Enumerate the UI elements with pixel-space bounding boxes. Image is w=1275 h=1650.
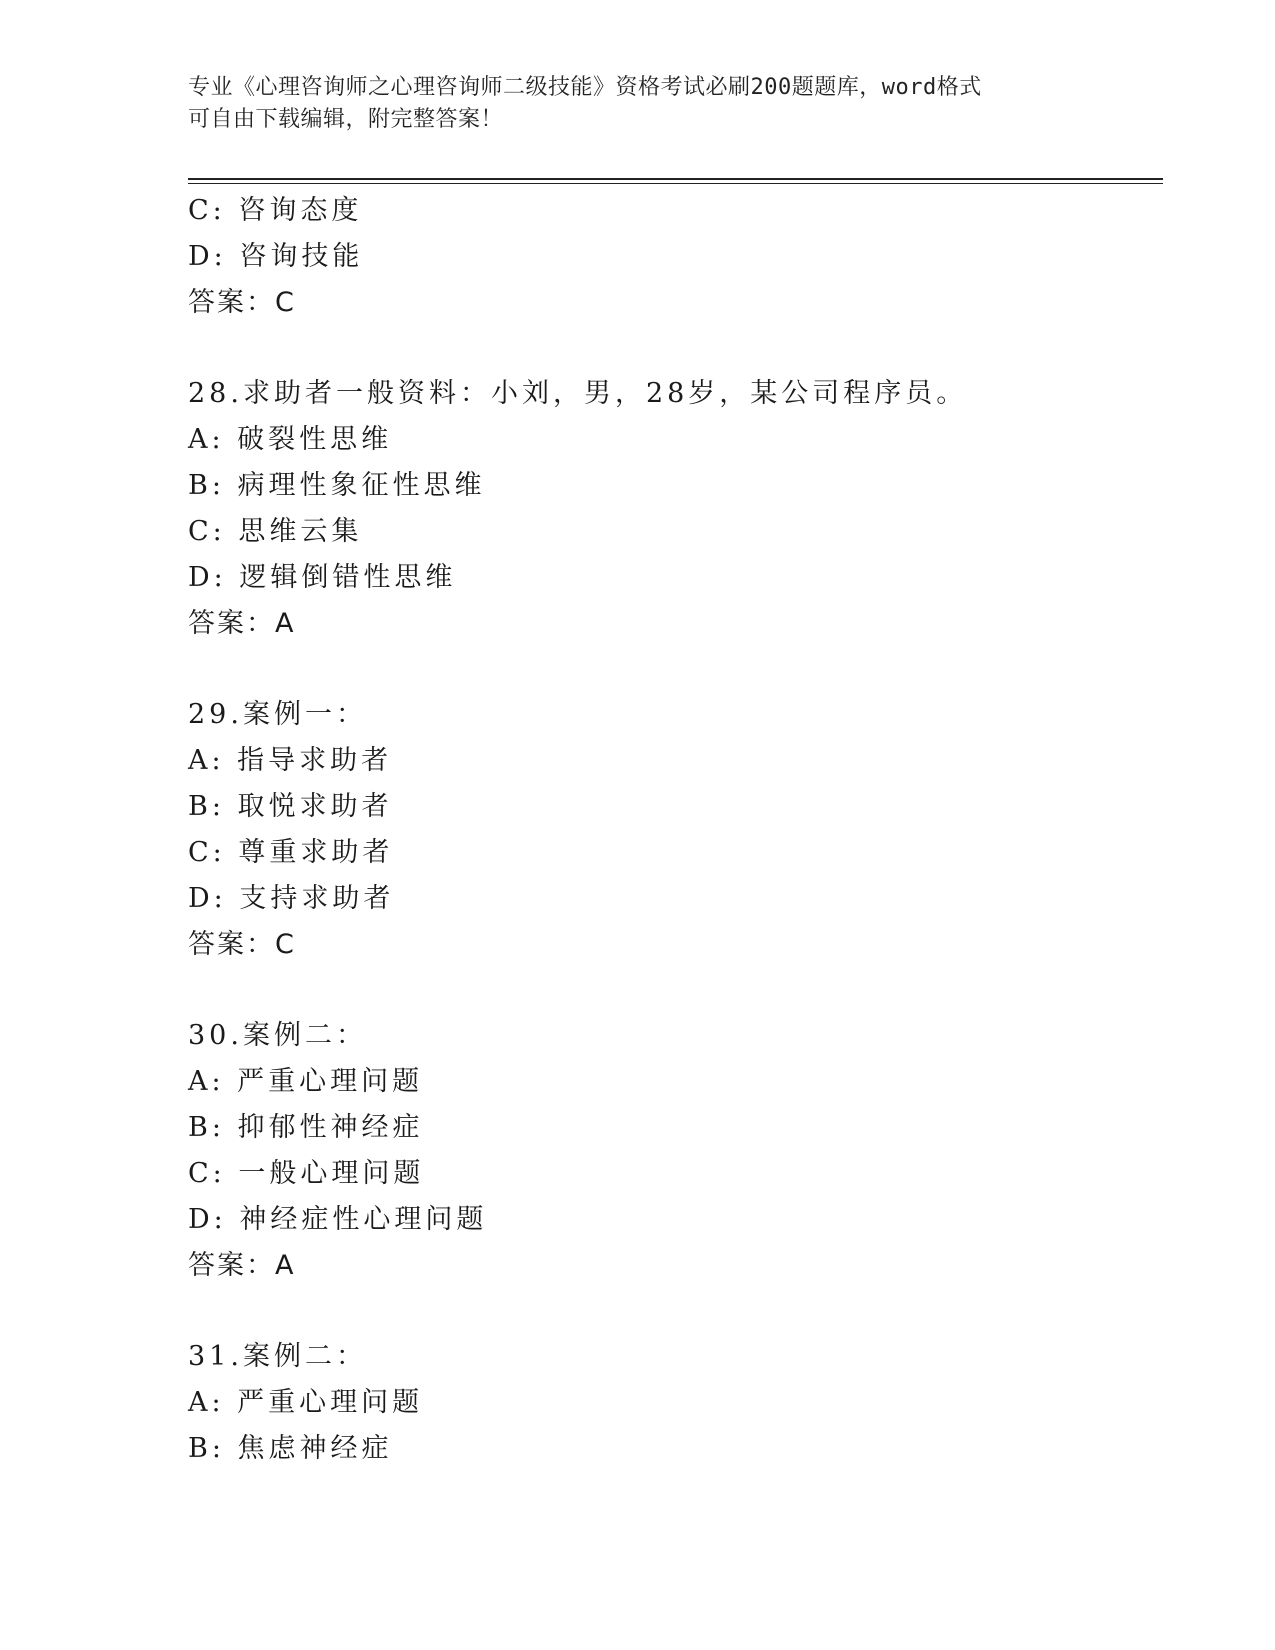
spacer [188, 1289, 1163, 1334]
option-d: D: 支持求助者 [188, 883, 395, 914]
option-b: B: 焦虑神经症 [188, 1433, 393, 1464]
option-c: C: 思维云集 [188, 516, 363, 547]
option-b: B: 病理性象征性思维 [188, 470, 486, 501]
option-a: A: 严重心理问题 [188, 1066, 424, 1097]
option-b: B: 取悦求助者 [188, 791, 393, 822]
header-line-2: 可自由下载编辑，附完整答案！ [188, 107, 504, 132]
option-d: D: 逻辑倒错性思维 [188, 562, 457, 593]
header-divider-thin [188, 183, 1163, 184]
question-31: 31.案例二： [188, 1341, 367, 1372]
option-d: D: 神经症性心理问题 [188, 1204, 488, 1235]
document-header [188, 72, 1088, 136]
option-a: A: 指导求助者 [188, 745, 393, 776]
option-a: A: 严重心理问题 [188, 1387, 424, 1418]
spacer [188, 326, 1163, 371]
question-29: 29.案例一： [188, 699, 367, 730]
spacer [188, 647, 1163, 692]
option-c: C: 咨询态度 [188, 195, 363, 226]
question-28: 28.求助者一般资料：小刘，男，28岁，某公司程序员。 [188, 378, 968, 409]
header-line-1: 专业《心理咨询师之心理咨询师二级技能》资格考试必刷200题题库，word格式 [188, 75, 982, 100]
answer: 答案：C [188, 929, 296, 960]
option-a: A: 破裂性思维 [188, 424, 393, 455]
spacer [188, 968, 1163, 1013]
option-d: D: 咨询技能 [188, 241, 364, 272]
option-c: C: 尊重求助者 [188, 837, 394, 868]
option-b: B: 抑郁性神经症 [188, 1112, 424, 1143]
answer: 答案：A [188, 608, 296, 639]
question-30: 30.案例二： [188, 1020, 367, 1051]
question-content [188, 188, 1163, 1472]
header-divider-thick [188, 178, 1163, 180]
option-c: C: 一般心理问题 [188, 1158, 425, 1189]
answer: 答案：A [188, 1250, 296, 1281]
answer: 答案：C [188, 287, 296, 318]
